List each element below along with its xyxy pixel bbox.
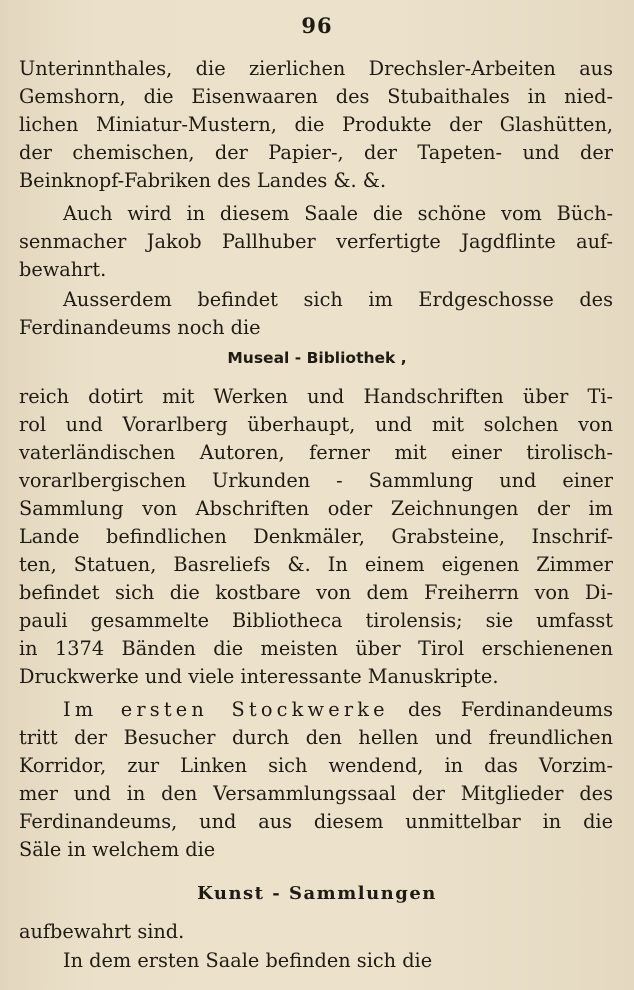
text-line: rol und Vorarlberg überhaupt, und mit solchen von (19, 413, 613, 436)
text-line: vaterländischen Autoren, ferner mit einer tirolisch- (19, 441, 613, 464)
text-line: mer und in den Versammlungssaal der Mitglieder des (19, 782, 613, 805)
text-line: Beinknopf-Fabriken des Landes &. &. (19, 169, 387, 192)
text-line: senmacher Jakob Pallhuber verfertigte Jagdflinte auf- (19, 230, 613, 253)
text-line: tritt der Besucher durch den hellen und freundlichen (19, 726, 613, 749)
text-line: Ferdinandeums noch die (19, 316, 261, 339)
text-line: Auch wird in diesem Saale die schöne vom Büch- (63, 202, 613, 225)
text-fragment: des Ferdinandeums (407, 698, 613, 721)
text-line: aufbewahrt sind. (19, 920, 185, 943)
text-line: In dem ersten Saale befinden sich die (63, 949, 433, 972)
text-line: vorarlbergischen Urkunden - Sammlung und einer (19, 469, 613, 492)
text-line: Korridor, zur Linken sich wendend, in das Vorzim- (19, 754, 613, 777)
page-number: 96 (301, 13, 333, 38)
text-line: lichen Miniatur-Mustern, die Produkte der Glashütten, (19, 113, 613, 136)
text-line: ten, Statuen, Basreliefs &. In einem eigenen Zimmer (19, 553, 613, 576)
text-line: Druckwerke und viele interessante Manuskripte. (19, 665, 499, 688)
section-heading-museal-bibliothek: Museal - Bibliothek , (227, 349, 407, 367)
text-line: reich dotirt mit Werken und Handschriften über Ti- (19, 385, 613, 408)
text-line-spaced (63, 696, 613, 723)
section-heading-kunst-sammlungen: Kunst - Sammlungen (197, 883, 437, 904)
text-line: Gemshorn, die Eisenwaaren des Stubaithales in nied- (19, 85, 613, 108)
text-line: Säle in welchem die (19, 838, 216, 861)
text-line: befindet sich die kostbare von dem Freiherrn von Di- (19, 581, 613, 604)
text-line: Lande befindlichen Denkmäler, Grabsteine, Inschrif- (19, 525, 613, 548)
text-line: in 1374 Bänden die meisten über Tirol erschienenen (19, 637, 613, 660)
text-line: Ausserdem befindet sich im Erdgeschosse des (63, 288, 613, 311)
text-line: Sammlung von Abschriften oder Zeichnungen der im (19, 497, 613, 520)
emphasis-first-floor: Im ersten Stockwerke (63, 698, 389, 721)
text-line: der chemischen, der Papier-, der Tapeten- und der (19, 141, 613, 164)
text-line: Ferdinandeums, und aus diesem unmittelbar in die (19, 810, 613, 833)
text-line: Unterinnthales, die zierlichen Drechsler-Arbeiten aus (19, 57, 613, 80)
text-line: bewahrt. (19, 258, 107, 281)
text-line: pauli gesammelte Bibliotheca tirolensis; sie umfasst (19, 609, 613, 632)
